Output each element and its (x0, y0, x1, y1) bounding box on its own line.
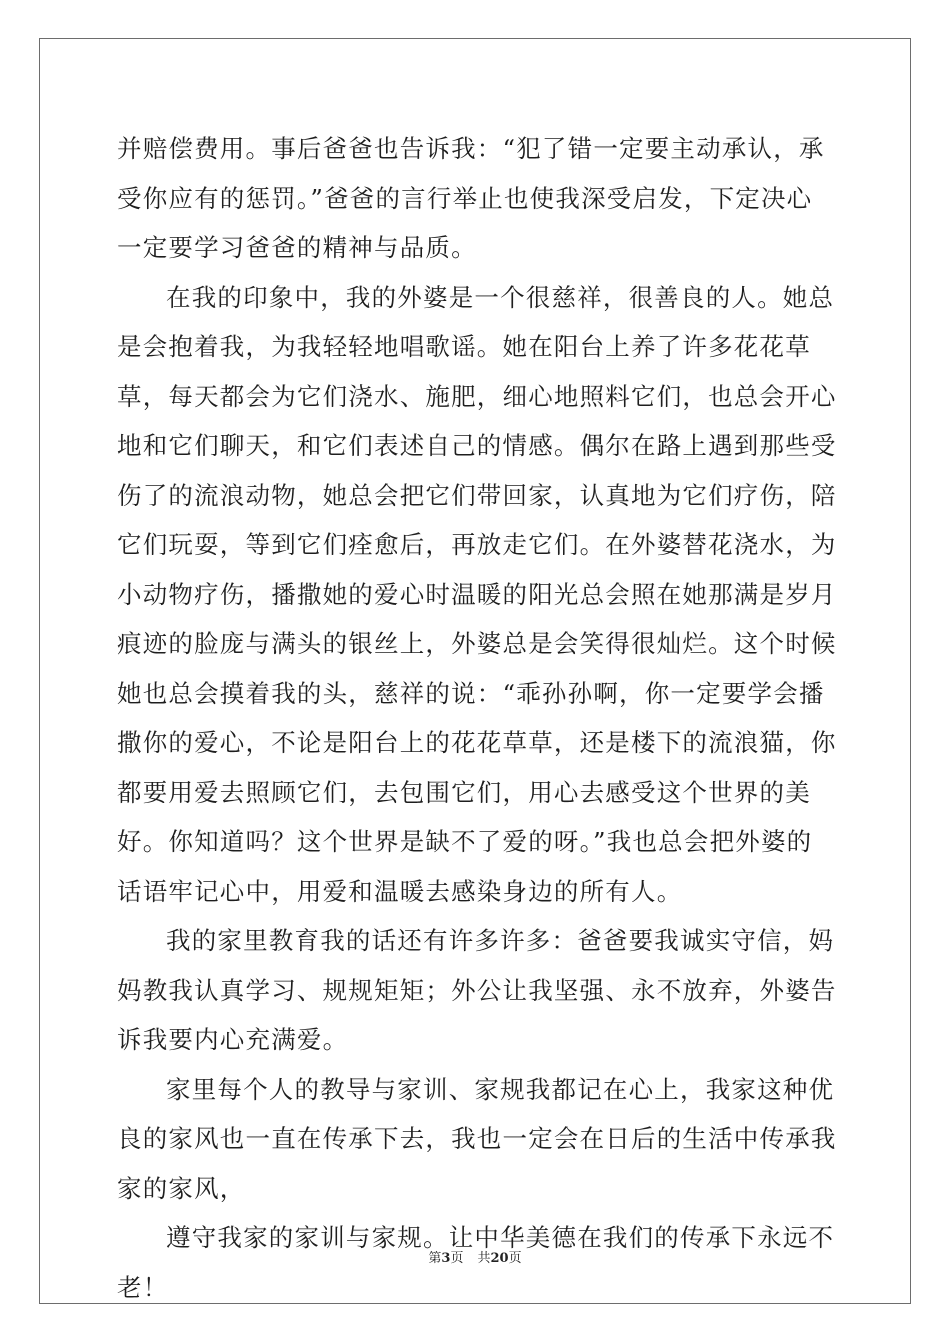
page-prefix: 第 (428, 1251, 442, 1266)
paragraph-5: 遵守我家的家训与家规。让中华美德在我们的传承下永远不老！ (117, 1223, 835, 1302)
paragraph-2: 在我的印象中，我的外婆是一个很慈祥，很善良的人。她总是会抱着我，为我轻轻地唱歌谣。她在阳台上养了许多花花草草，每天都会为它们浇水、施肥，细心地照料它们，也总会开心地和它们聊天，和它们表述自己的情感。偶尔在路上遇到那些受伤了的流浪动物，她总会把它们带回家，认真地为它们疗伤，陪它们玩耍，等到它们痊愈后，再放走它们。在外婆替花浇水，为小动物疗伤，播撒她的爱心时温暖的阳光总会照在她那满是岁月痕迹的脸庞与满头的银丝上，外婆总是会笑得很灿烂。这个时候她也总会摸着我的头，慈祥的说：“乖孙孙啊，你一定要学会播撒你的爱心，不论是阳台上的花花草草，还是楼下的流浪猫，你都要用爱去照顾它们，去包围它们，用心去感受这个世界的美好。你知道吗？这个世界是缺不了爱的呀。”我也总会把外婆的话语牢记心中，用爱和温暖去感染身边的所有人。 (117, 282, 837, 906)
paragraph-1: 并赔偿费用。事后爸爸也告诉我：“犯了错一定要主动承认，承受你应有的惩罚。”爸爸的言行举止也使我深受启发，下定决心一定要学习爸爸的精神与品质。 (117, 134, 825, 262)
page-number: 3 (441, 1251, 451, 1266)
document-body (117, 124, 837, 1312)
total-pages: 20 (490, 1251, 509, 1266)
page-suffix: 页 (450, 1251, 464, 1266)
total-suffix: 页 (508, 1251, 522, 1266)
total-prefix: 共 (477, 1251, 491, 1266)
page-footer (0, 1247, 950, 1266)
paragraph-3: 我的家里教育我的话还有许多许多：爸爸要我诚实守信，妈妈教我认真学习、规规矩矩；外公让我坚强、永不放弃，外婆告诉我要内心充满爱。 (117, 926, 837, 1054)
paragraph-4: 家里每个人的教导与家训、家规我都记在心上，我家这种优良的家风也一直在传承下去，我也一定会在日后的生活中传承我家的家风， (117, 1074, 837, 1203)
